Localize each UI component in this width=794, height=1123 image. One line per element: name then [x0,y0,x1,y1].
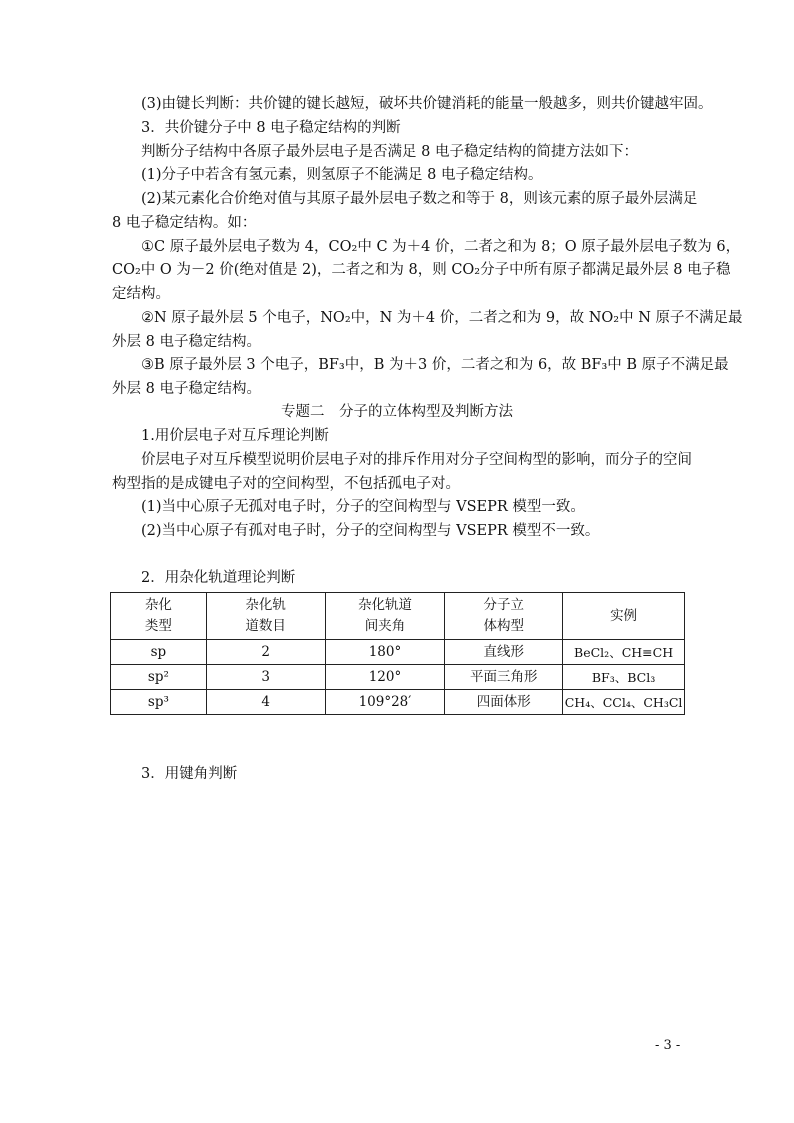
table-row [111,690,685,715]
table-cell: 180° [325,640,445,665]
header-orbital-angle: 杂化轨道 间夹角 [325,593,445,640]
example-bf3-line1: ③B 原子最外层 3 个电子，BF₃中，B 为＋3 价，二者之和为 6，故 BF₃中 B 原子不满足最 [141,357,729,373]
table-cell: 109°28′ [325,690,445,715]
section-heading-bond-angle: 3．用键角判断 [141,766,238,782]
header-examples: 实例 [563,593,685,640]
page-number: - 3 - [655,1038,681,1053]
hybridization-table [110,592,685,715]
header-orbital-count: 杂化轨 道数目 [206,593,325,640]
paragraph-valence-rule-line2: 8 电子稳定结构。如： [112,215,257,231]
table-row [111,640,685,665]
paragraph-valence-rule-line1: (2)某元素化合价绝对值与其原子最外层电子数之和等于 8，则该元素的原子最外层满足 [141,191,698,207]
table-cell: 直线形 [445,640,563,665]
table-cell: BF₃、BCl₃ [563,665,685,690]
paragraph-octet-method: 判断分子结构中各原子最外层电子是否满足 8 电子稳定结构的简捷方法如下： [141,144,638,160]
section-heading-vsepr: 1.用价层电子对互斥理论判断 [141,428,329,444]
paragraph-vsepr-line1: 价层电子对互斥模型说明价层电子对的排斥作用对分子空间构型的影响，而分子的空间 [141,452,692,468]
example-no2-line2: 外层 8 电子稳定结构。 [112,334,261,350]
table-cell: sp³ [111,690,207,715]
example-co2-line3: 定结构。 [112,286,170,302]
table-cell: 4 [206,690,325,715]
example-co2-line2: CO₂中 O 为－2 价(绝对值是 2)，二者之和为 8，则 CO₂分子中所有原子都满足最外层 8 电子稳 [112,262,731,278]
example-co2-line1: ①C 原子最外层电子数为 4，CO₂中 C 为＋4 价，二者之和为 8；O 原子最外层电子数为 6， [141,239,741,255]
table-cell: 3 [206,665,325,690]
section-heading-hybridization: 2．用杂化轨道理论判断 [141,570,296,586]
paragraph-vsepr-line2: 构型指的是成键电子对的空间构型，不包括孤电子对。 [112,476,460,492]
table-header-row [111,593,685,640]
table-cell: 120° [325,665,445,690]
paragraph-lone-pair: (2)当中心原子有孤对电子时，分子的空间构型与 VSEPR 模型不一致。 [141,523,600,539]
table-row [111,665,685,690]
table-cell: sp [111,640,207,665]
topic-title: 专题二 分子的立体构型及判断方法 [281,404,513,420]
table-cell: CH₄、CCl₄、CH₃Cl [563,690,685,715]
table-cell: 四面体形 [445,690,563,715]
example-bf3-line2: 外层 8 电子稳定结构。 [112,381,261,397]
table-cell: 2 [206,640,325,665]
paragraph-no-lone-pair: (1)当中心原子无孤对电子时，分子的空间构型与 VSEPR 模型一致。 [141,499,585,515]
paragraph-hydrogen-rule: (1)分子中若含有氢元素，则氢原子不能满足 8 电子稳定结构。 [141,167,543,183]
example-no2-line1: ②N 原子最外层 5 个电子，NO₂中，N 为＋4 价，二者之和为 9，故 NO₂中 N 原子不满足最 [141,310,743,326]
header-hybrid-type: 杂化 类型 [111,593,207,640]
header-molecular-geometry: 分子立 体构型 [445,593,563,640]
table-cell: BeCl₂、CH≡CH [563,640,685,665]
table-cell: 平面三角形 [445,665,563,690]
paragraph-bond-length: (3)由键长判断：共价键的键长越短，破坏共价键消耗的能量一般越多，则共价键越牢固。 [141,96,713,112]
table-cell: sp² [111,665,207,690]
section-heading-octet: 3．共价键分子中 8 电子稳定结构的判断 [141,120,401,136]
